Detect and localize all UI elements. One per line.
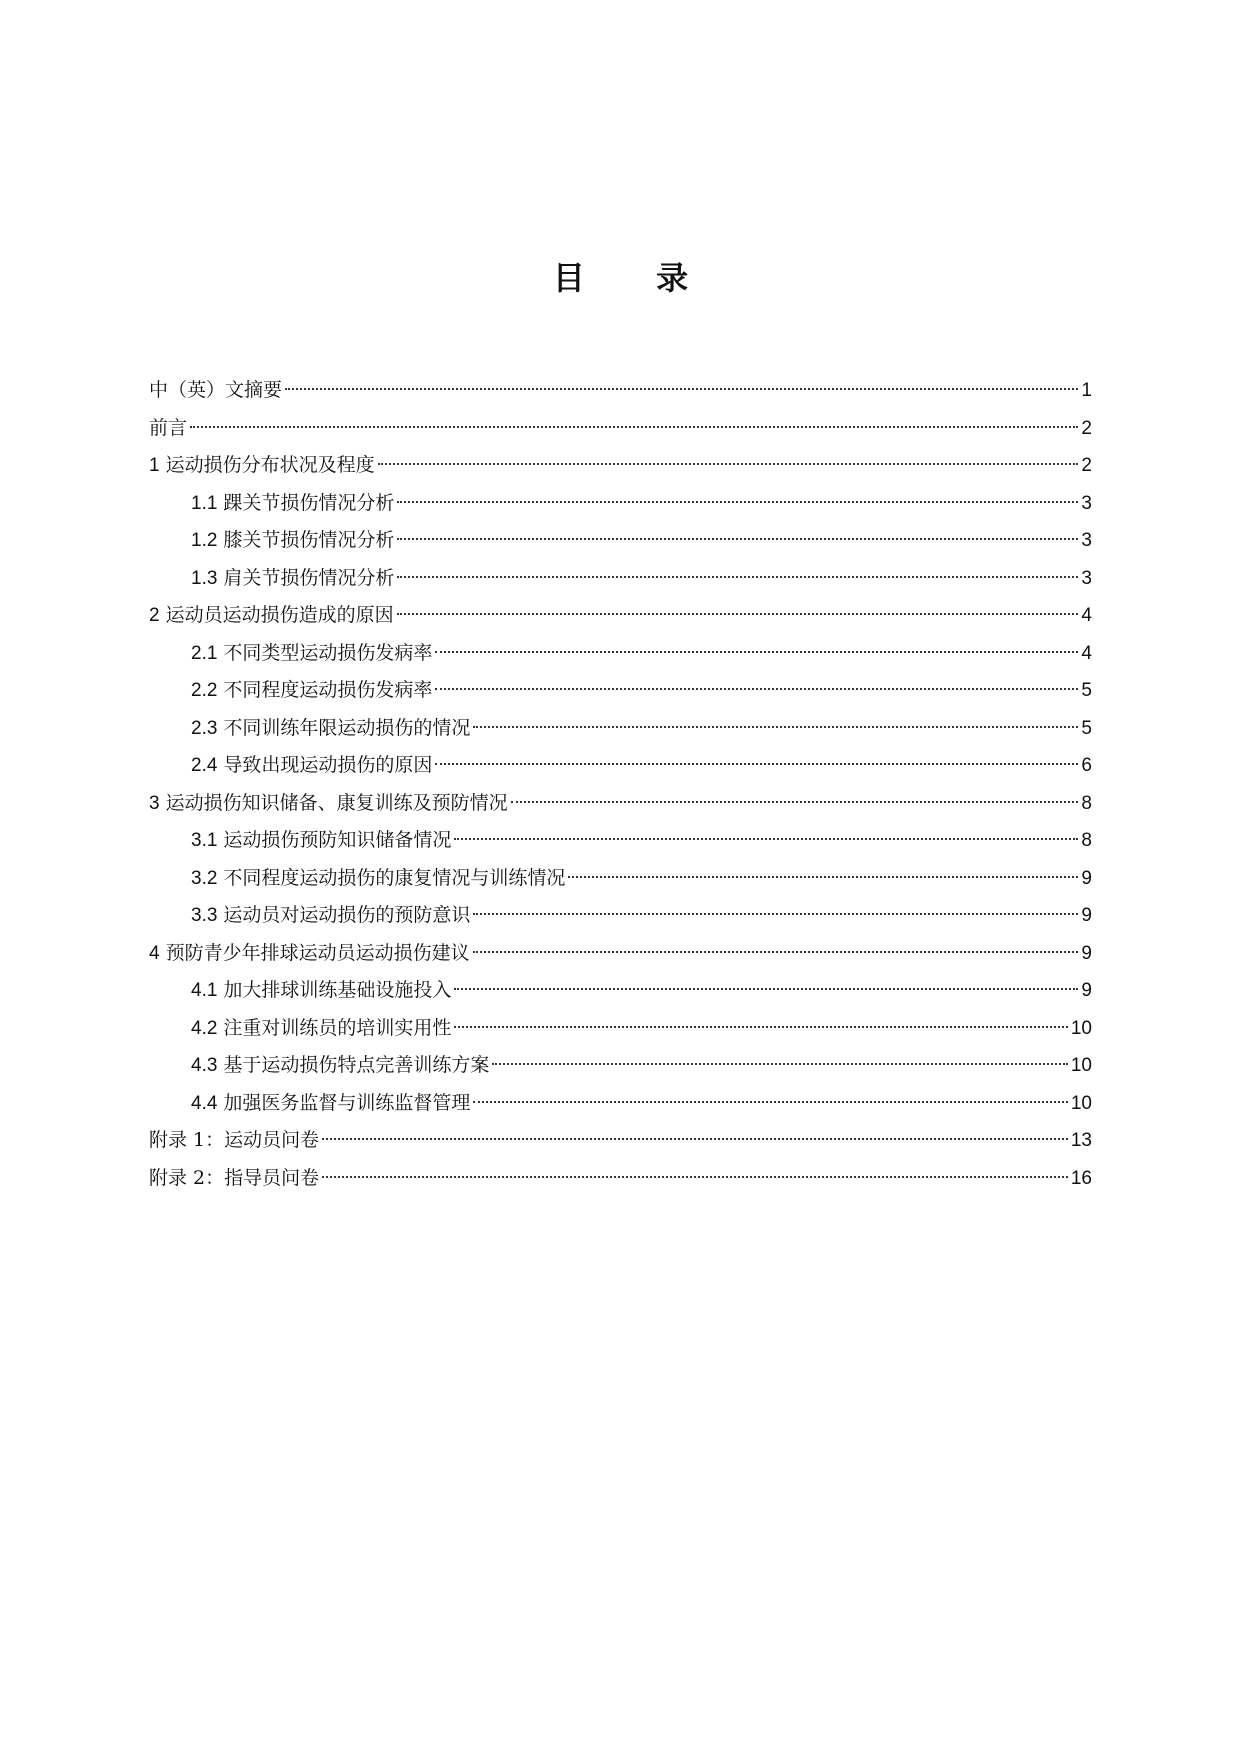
toc-leader-dots xyxy=(454,838,1078,840)
toc-leader-dots xyxy=(190,426,1078,428)
toc-leader-dots xyxy=(397,613,1079,615)
toc-entry[interactable] xyxy=(149,972,1092,1010)
toc-entry-page-number: 4 xyxy=(1081,642,1092,664)
toc-leader-dots xyxy=(473,913,1078,915)
toc-entry-page-number: 10 xyxy=(1070,1017,1092,1039)
toc-entry-page-number: 9 xyxy=(1081,942,1092,964)
toc-entry-page-number: 3 xyxy=(1081,530,1092,551)
toc-entry-number: 4 xyxy=(149,942,160,964)
toc-entry-page-number: 10 xyxy=(1070,1092,1092,1114)
toc-entry-page-number: 9 xyxy=(1081,980,1092,1001)
toc-entry[interactable] xyxy=(149,1160,1092,1198)
toc-entry-text: 不同类型运动损伤发病率 xyxy=(223,641,433,664)
toc-entry-number: 4.2 xyxy=(191,1017,218,1039)
toc-entry-text: 运动员运动损伤造成的原因 xyxy=(165,604,394,626)
toc-leader-dots xyxy=(435,688,1078,690)
toc-entry[interactable] xyxy=(149,672,1092,710)
toc-leader-dots xyxy=(285,388,1078,390)
toc-leader-dots xyxy=(397,576,1078,578)
toc-entry-page-number: 13 xyxy=(1070,1130,1092,1151)
toc-entry[interactable] xyxy=(149,1047,1092,1085)
toc-entry-page-number: 1 xyxy=(1081,380,1092,401)
toc-leader-dots xyxy=(473,1101,1067,1103)
toc-entry-page-number: 9 xyxy=(1081,867,1092,889)
toc-leader-dots xyxy=(511,801,1079,803)
toc-entry[interactable] xyxy=(149,747,1092,785)
toc-leader-dots xyxy=(454,1026,1067,1028)
toc-entry-number: 1 xyxy=(149,455,160,476)
toc-entry[interactable] xyxy=(149,410,1092,448)
toc-entry-page-number: 5 xyxy=(1081,717,1092,739)
toc-leader-dots xyxy=(492,1063,1067,1065)
toc-entry[interactable] xyxy=(149,597,1092,635)
toc-entry-page-number: 2 xyxy=(1081,455,1092,476)
toc-entry-page-number: 10 xyxy=(1070,1055,1092,1076)
toc-entry-page-number: 2 xyxy=(1081,417,1092,439)
toc-entry[interactable] xyxy=(149,1122,1092,1160)
toc-entry-text: 运动损伤分布状况及程度 xyxy=(165,454,375,476)
toc-entry-number: 3.3 xyxy=(191,905,218,926)
toc-entry[interactable] xyxy=(149,1010,1092,1048)
toc-entry[interactable] xyxy=(149,860,1092,898)
toc-entry-text: 注重对训练员的培训实用性 xyxy=(223,1016,452,1039)
toc-entry[interactable] xyxy=(149,485,1092,523)
toc-entry-text: 不同训练年限运动损伤的情况 xyxy=(223,716,471,739)
toc-entry[interactable] xyxy=(149,822,1092,860)
toc-entry-number: 4.3 xyxy=(191,1055,218,1076)
toc-entry-number: 2.4 xyxy=(191,755,218,776)
toc-entry[interactable] xyxy=(149,560,1092,598)
toc-entry[interactable] xyxy=(149,522,1092,560)
toc-entry-page-number: 3 xyxy=(1081,492,1092,514)
toc-entry-page-number: 4 xyxy=(1081,605,1092,626)
toc-entry[interactable] xyxy=(149,1085,1092,1123)
toc-leader-dots xyxy=(378,463,1079,465)
toc-entry-page-number: 8 xyxy=(1081,830,1092,851)
toc-entry-text: 预防青少年排球运动员运动损伤建议 xyxy=(165,941,470,964)
toc-entry-text: 附录 1：运动员问卷 xyxy=(149,1129,320,1151)
toc-entry-text: 基于运动损伤特点完善训练方案 xyxy=(223,1054,490,1076)
toc-leader-dots xyxy=(473,726,1078,728)
toc-entry[interactable] xyxy=(149,635,1092,673)
toc-entry-number: 2.1 xyxy=(191,642,218,664)
toc-entry-number: 3.2 xyxy=(191,867,218,889)
toc-entry-text: 踝关节损伤情况分析 xyxy=(223,491,395,514)
toc-entry[interactable] xyxy=(149,372,1092,410)
toc-entry-number: 3 xyxy=(149,792,160,814)
toc-entry-text: 运动损伤知识储备、康复训练及预防情况 xyxy=(165,791,508,814)
toc-entry[interactable] xyxy=(149,785,1092,823)
toc-entry-text: 中（英）文摘要 xyxy=(149,379,283,401)
toc-entry-text: 运动员对运动损伤的预防意识 xyxy=(223,904,471,926)
toc-entry-page-number: 5 xyxy=(1081,680,1092,701)
toc-entry-text: 加大排球训练基础设施投入 xyxy=(223,979,452,1001)
toc-entry-page-number: 9 xyxy=(1081,905,1092,926)
toc-entry[interactable] xyxy=(149,710,1092,748)
toc-entry-text: 附录 2：指导员问卷 xyxy=(149,1166,320,1189)
toc-entry-number: 4.4 xyxy=(191,1092,218,1114)
toc-entry-number: 2 xyxy=(149,605,160,626)
toc-entry-page-number: 6 xyxy=(1081,755,1092,776)
toc-leader-dots xyxy=(322,1176,1068,1178)
toc-entry-number: 2.2 xyxy=(191,680,218,701)
toc-entry-text: 导致出现运动损伤的原因 xyxy=(223,754,433,776)
toc-entry-number: 3.1 xyxy=(191,830,218,851)
toc-entry[interactable] xyxy=(149,935,1092,973)
toc-leader-dots xyxy=(473,951,1079,953)
toc-leader-dots xyxy=(435,763,1078,765)
toc-entry[interactable] xyxy=(149,897,1092,935)
toc-entry[interactable] xyxy=(149,447,1092,485)
toc-list xyxy=(149,372,1092,1197)
toc-entry-number: 2.3 xyxy=(191,717,218,739)
toc-entry-number: 1.2 xyxy=(191,530,218,551)
toc-entry-text: 不同程度运动损伤发病率 xyxy=(223,679,433,701)
toc-entry-text: 运动损伤预防知识储备情况 xyxy=(223,829,452,851)
toc-entry-page-number: 3 xyxy=(1081,567,1092,589)
toc-leader-dots xyxy=(454,988,1078,990)
toc-entry-text: 肩关节损伤情况分析 xyxy=(223,566,395,589)
toc-entry-number: 1.3 xyxy=(191,567,218,589)
toc-entry-number: 4.1 xyxy=(191,980,218,1001)
toc-title: 目 录 xyxy=(552,259,719,297)
toc-entry-page-number: 8 xyxy=(1081,792,1092,814)
toc-entry-text: 膝关节损伤情况分析 xyxy=(223,529,395,551)
toc-leader-dots xyxy=(568,876,1078,878)
toc-leader-dots xyxy=(322,1138,1068,1140)
toc-leader-dots xyxy=(397,501,1078,503)
toc-entry-text: 不同程度运动损伤的康复情况与训练情况 xyxy=(223,866,566,889)
toc-entry-text: 加强医务监督与训练监督管理 xyxy=(223,1091,471,1114)
toc-entry-page-number: 16 xyxy=(1070,1167,1092,1189)
toc-leader-dots xyxy=(435,651,1078,653)
toc-entry-text: 前言 xyxy=(149,416,188,439)
toc-entry-number: 1.1 xyxy=(191,492,218,514)
toc-leader-dots xyxy=(397,538,1078,540)
